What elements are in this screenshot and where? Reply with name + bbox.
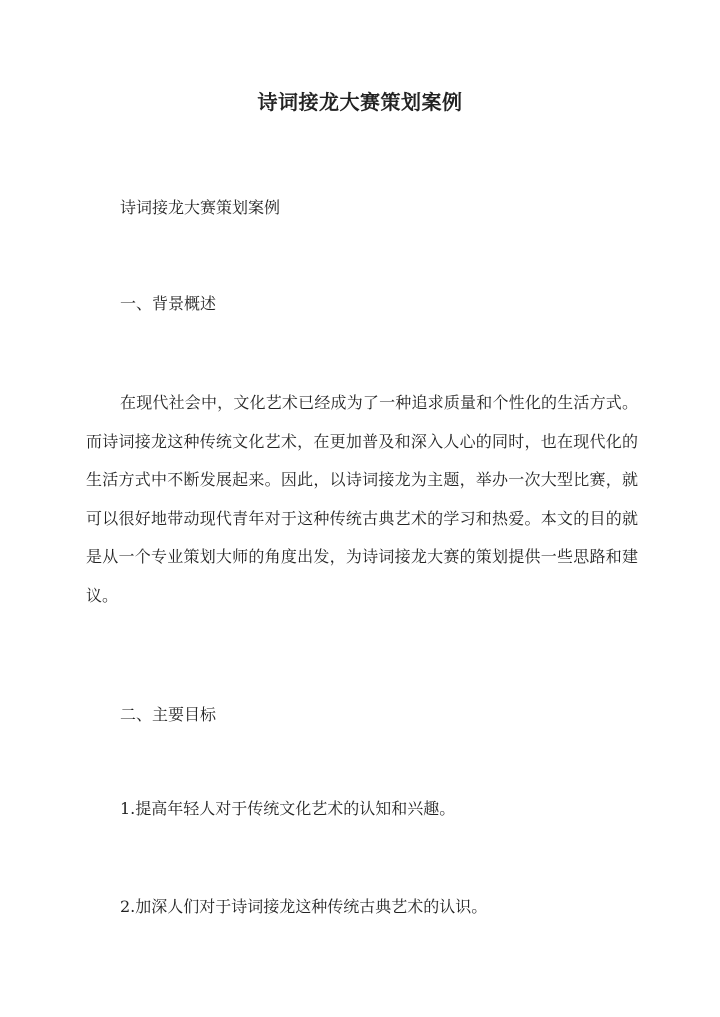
document-subtitle: 诗词接龙大赛策划案例: [120, 198, 281, 217]
section-heading-background: 一、背景概述: [120, 294, 217, 313]
goal-item-2: 2.加深人们对于诗词接龙这种传统古典艺术的认识。: [120, 897, 488, 916]
goal-item-1: 1.提高年轻人对于传统文化艺术的认知和兴趣。: [120, 799, 456, 818]
document-title: 诗词接龙大赛策划案例: [257, 90, 463, 114]
background-paragraph: 在现代社会中，文化艺术已经成为了一种追求质量和个性化的生活方式。而诗词接龙这种传统文化艺术，在更加普及和深入人心的同时，也在现代化的生活方式中不断发展起来。因此，以诗词接龙为主题，举办一次大型比赛，就可以很好地带动现代青年对于这种传统古典艺术的学习和热爱。本文的目的就是从一个专业策划大师的角度出发，为诗词接龙大赛的策划提供一些思路和建议。: [86, 393, 638, 605]
section-heading-goals: 二、主要目标: [120, 705, 217, 724]
